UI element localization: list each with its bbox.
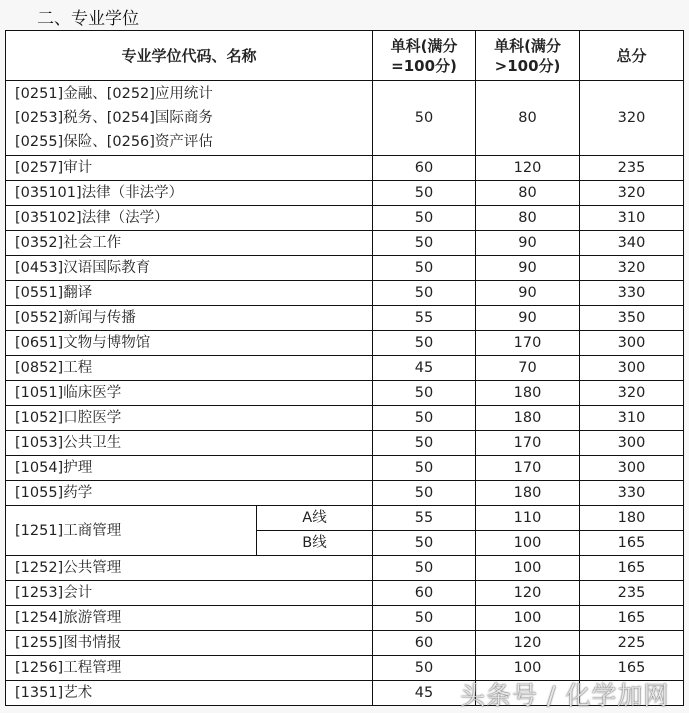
table-row	[6, 81, 684, 156]
cell-total: 165	[580, 531, 684, 556]
name-line: [0251]金融、[0252]应用统计	[15, 86, 213, 102]
cell-single-over-100: 90	[476, 281, 580, 306]
row-name: [1251]工商管理	[6, 506, 257, 556]
cell-single-over-100: 100	[476, 556, 580, 581]
row-name: [0257]审计	[6, 156, 373, 181]
row-name: [1253]会计	[6, 581, 373, 606]
cell-single-100: 60	[373, 631, 476, 656]
cell-single-over-100: 80	[476, 206, 580, 231]
cell-single-100: 50	[373, 206, 476, 231]
cell-single-over-100: 100	[476, 606, 580, 631]
cell-single-100: 50	[373, 81, 476, 156]
cell-total: 165	[580, 556, 684, 581]
table-row	[6, 631, 684, 656]
table-row	[6, 381, 684, 406]
row-name	[6, 81, 373, 156]
name-line: [0253]税务、[0254]国际商务	[15, 110, 213, 126]
header-line: 单科(满分	[494, 36, 561, 55]
cell-single-over-100: 100	[476, 531, 580, 556]
cell-single-100: 50	[373, 481, 476, 506]
table-row	[6, 231, 684, 256]
line-label: B线	[257, 531, 373, 556]
cell-single-over-100: 170	[476, 331, 580, 356]
cell-single-over-100: 70	[476, 356, 580, 381]
cell-single-over-100: 80	[476, 181, 580, 206]
header-line: >100分)	[494, 56, 561, 75]
table-row	[6, 281, 684, 306]
cell-total: 340	[580, 231, 684, 256]
row-name: [0852]工程	[6, 356, 373, 381]
cell-single-100: 50	[373, 456, 476, 481]
table-row	[6, 156, 684, 181]
cell-total: 320	[580, 256, 684, 281]
table-row	[6, 481, 684, 506]
cell-single-100: 50	[373, 181, 476, 206]
table-row	[6, 506, 684, 531]
row-name: [0551]翻译	[6, 281, 373, 306]
cell-total: 235	[580, 581, 684, 606]
cell-single-over-100: 100	[476, 656, 580, 681]
cell-single-100: 50	[373, 656, 476, 681]
cell-single-over-100: 90	[476, 231, 580, 256]
row-name: [1351]艺术	[6, 681, 373, 706]
header-line: =100分)	[391, 56, 457, 75]
row-name: [1055]药学	[6, 481, 373, 506]
cell-single-over-100: 180	[476, 381, 580, 406]
table-row	[6, 256, 684, 281]
cell-single-100: 55	[373, 506, 476, 531]
row-name: [1254]旅游管理	[6, 606, 373, 631]
header-single-over-100	[476, 31, 580, 81]
cell-total: 180	[580, 506, 684, 531]
cell-single-over-100: 120	[476, 581, 580, 606]
row-name: [1051]临床医学	[6, 381, 373, 406]
cell-total: 330	[580, 281, 684, 306]
watermark: 头条号 / 化学加网	[460, 681, 670, 710]
header-single-100	[373, 31, 476, 81]
table-row	[6, 606, 684, 631]
cell-total: 350	[580, 306, 684, 331]
cell-total: 330	[580, 481, 684, 506]
row-name: [1256]工程管理	[6, 656, 373, 681]
table-row	[6, 406, 684, 431]
table-row	[6, 556, 684, 581]
cell-total: 225	[580, 631, 684, 656]
row-name: [035101]法律（非法学）	[6, 181, 373, 206]
cell-single-100: 50	[373, 231, 476, 256]
row-name: [1252]公共管理	[6, 556, 373, 581]
cell-total: 320	[580, 181, 684, 206]
cell-total: 320	[580, 81, 684, 156]
cell-single-over-100: 170	[476, 431, 580, 456]
cell-single-100: 50	[373, 381, 476, 406]
row-name: [1255]图书情报	[6, 631, 373, 656]
cell-single-over-100: 170	[476, 456, 580, 481]
cell-single-100: 50	[373, 556, 476, 581]
cell-single-100: 45	[373, 681, 476, 706]
line-label: A线	[257, 506, 373, 531]
cell-total: 320	[580, 381, 684, 406]
table-row	[6, 206, 684, 231]
header-name: 专业学位代码、名称	[6, 31, 373, 81]
cell-single-over-100: 110	[476, 506, 580, 531]
cell-single-100: 55	[373, 306, 476, 331]
cell-total: 310	[580, 406, 684, 431]
cell-single-100: 50	[373, 606, 476, 631]
name-line: [0255]保险、[0256]资产评估	[15, 134, 213, 150]
cell-single-100: 50	[373, 431, 476, 456]
cell-single-over-100: 90	[476, 306, 580, 331]
cell-single-100: 50	[373, 281, 476, 306]
cell-single-over-100: 180	[476, 481, 580, 506]
header-row	[6, 31, 684, 81]
cell-single-100: 45	[373, 356, 476, 381]
cell-total: 300	[580, 456, 684, 481]
cell-single-100: 50	[373, 256, 476, 281]
table-row	[6, 581, 684, 606]
cell-single-100: 60	[373, 156, 476, 181]
cell-total: 300	[580, 356, 684, 381]
table-row	[6, 356, 684, 381]
row-name: [0651]文物与博物馆	[6, 331, 373, 356]
table-row	[6, 306, 684, 331]
row-name: [1053]公共卫生	[6, 431, 373, 456]
cell-single-100: 50	[373, 331, 476, 356]
cell-single-100: 50	[373, 406, 476, 431]
cell-single-over-100: 180	[476, 406, 580, 431]
row-name: [0453]汉语国际教育	[6, 256, 373, 281]
table-row	[6, 431, 684, 456]
table-row	[6, 331, 684, 356]
cell-total: 235	[580, 156, 684, 181]
header-total: 总分	[580, 31, 684, 81]
cell-single-over-100: 120	[476, 631, 580, 656]
cell-total: 300	[580, 331, 684, 356]
cell-total: 165	[580, 606, 684, 631]
row-name: [1052]口腔医学	[6, 406, 373, 431]
cell-total: 310	[580, 206, 684, 231]
cell-single-over-100: 120	[476, 156, 580, 181]
table-row	[6, 181, 684, 206]
cell-total: 165	[580, 656, 684, 681]
table-row	[6, 456, 684, 481]
row-name: [0552]新闻与传播	[6, 306, 373, 331]
row-name: [1054]护理	[6, 456, 373, 481]
cell-single-100: 60	[373, 581, 476, 606]
score-table	[5, 30, 684, 706]
section-title: 二、专业学位	[37, 9, 139, 29]
row-name: [0352]社会工作	[6, 231, 373, 256]
cell-single-100: 50	[373, 531, 476, 556]
cell-total: 300	[580, 431, 684, 456]
cell-single-over-100: 90	[476, 256, 580, 281]
cell-single-over-100: 80	[476, 81, 580, 156]
header-line: 单科(满分	[390, 36, 458, 55]
row-name: [035102]法律（法学）	[6, 206, 373, 231]
